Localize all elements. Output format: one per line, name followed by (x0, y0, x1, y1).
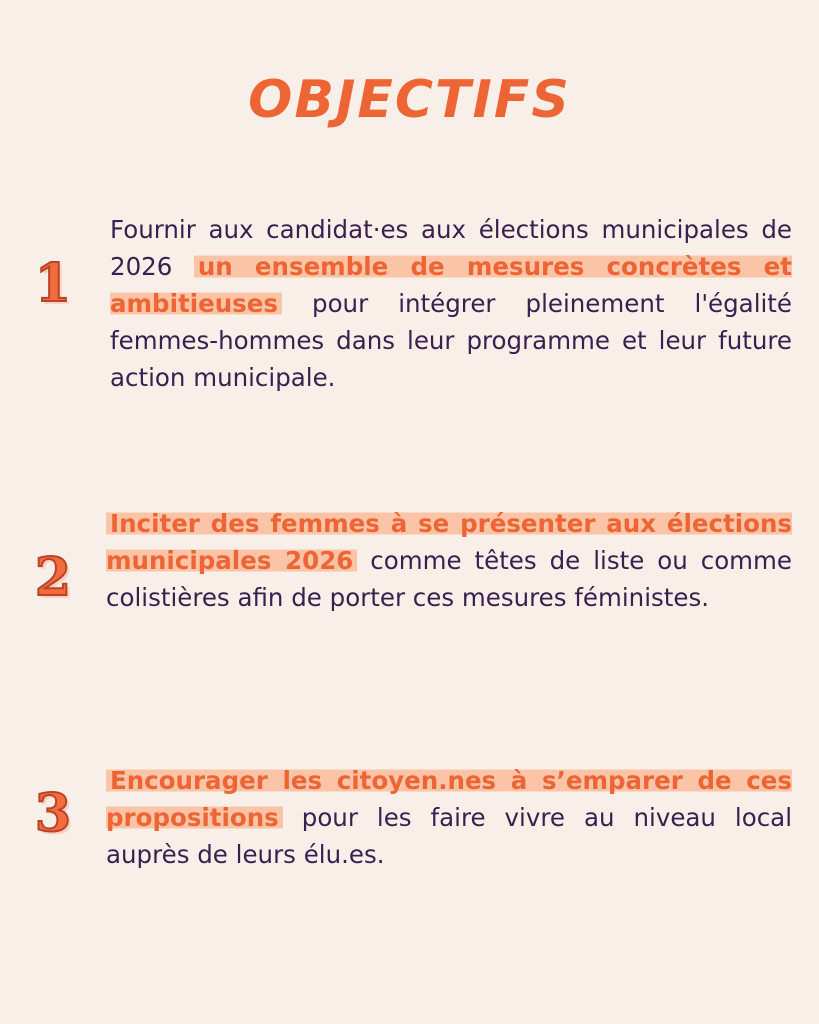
objective-text-1-before: Fournir aux candidat·es aux élections municipales de 2026 (110, 215, 792, 281)
objective-text-1-after: pour intégrer pleinement l'égalité femmes-hommes dans leur programme et leur future action municipale. (110, 289, 792, 392)
objective-text-3-after: pour les faire vivre au niveau local auprès de leurs élu.es. (106, 803, 792, 869)
objective-text-2-after: comme têtes de liste ou comme colistières afin de porter ces mesures féministes. (106, 546, 792, 612)
objective-highlight-3: Encourager les citoyen.nes à s’emparer de ces propositions (106, 766, 792, 832)
objective-number-1: 1 (34, 253, 72, 314)
objective-text-2 (106, 505, 792, 616)
objective-highlight-2: Inciter des femmes à se présenter aux élections municipales 2026 (106, 509, 792, 575)
objective-text-3 (106, 762, 792, 873)
objective-text-1 (110, 211, 792, 396)
objective-highlight-1: un ensemble de mesures concrètes et ambitieuses (110, 252, 792, 318)
objective-number-2: 2 (34, 547, 72, 608)
page-title: OBJECTIFS (248, 70, 571, 130)
objective-number-3: 3 (34, 783, 72, 844)
